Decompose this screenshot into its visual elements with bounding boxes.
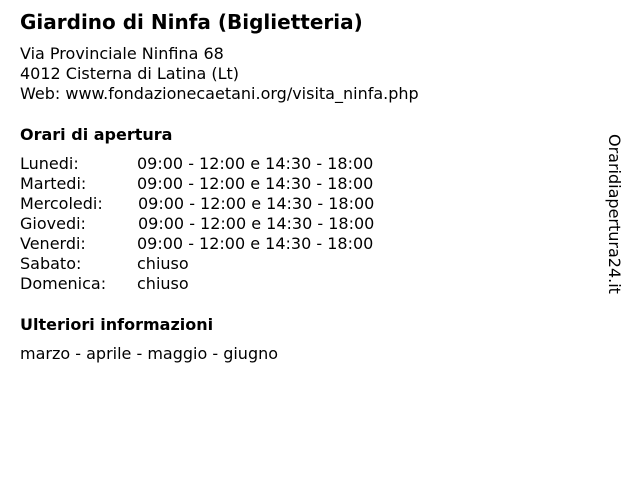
page-title: Giardino di Ninfa (Biglietteria) bbox=[20, 10, 363, 34]
address-web: Web: www.fondazionecaetani.org/visita_ninfa.php bbox=[20, 84, 419, 103]
hours-day-label: Mercoledi: bbox=[20, 194, 103, 213]
hours-time-value: 09:00 - 12:00 e 14:30 - 18:00 bbox=[137, 174, 374, 193]
further-info-text: marzo - aprile - maggio - giugno bbox=[20, 344, 279, 363]
hours-time-value: 09:00 - 12:00 e 14:30 - 18:00 bbox=[138, 194, 375, 213]
address-city: 4012 Cisterna di Latina (Lt) bbox=[20, 64, 240, 83]
further-info-heading: Ulteriori informazioni bbox=[20, 315, 214, 334]
hours-row-friday bbox=[20, 234, 440, 254]
hours-day-label: Venerdi: bbox=[20, 234, 86, 253]
hours-time-value: 09:00 - 12:00 e 14:30 - 18:00 bbox=[137, 154, 374, 173]
hours-row-sunday bbox=[20, 274, 440, 294]
address-street: Via Provinciale Ninfina 68 bbox=[20, 44, 224, 63]
brand-watermark: Oraridiapertura24.it bbox=[605, 134, 624, 294]
hours-time-value: 09:00 - 12:00 e 14:30 - 18:00 bbox=[137, 234, 374, 253]
hours-time-value: chiuso bbox=[137, 274, 189, 293]
hours-day-label: Sabato: bbox=[20, 254, 82, 273]
hours-row-wednesday bbox=[20, 194, 440, 214]
hours-row-saturday bbox=[20, 254, 440, 274]
hours-time-value: 09:00 - 12:00 e 14:30 - 18:00 bbox=[138, 214, 375, 233]
hours-row-tuesday bbox=[20, 174, 440, 194]
hours-row-thursday bbox=[20, 214, 440, 234]
opening-hours-table bbox=[20, 154, 440, 294]
hours-time-value: chiuso bbox=[137, 254, 189, 273]
hours-row-monday bbox=[20, 154, 440, 174]
opening-hours-heading: Orari di apertura bbox=[20, 125, 173, 144]
address-block bbox=[20, 44, 419, 104]
hours-day-label: Martedi: bbox=[20, 174, 87, 193]
hours-day-label: Giovedi: bbox=[20, 214, 86, 233]
hours-day-label: Lunedi: bbox=[20, 154, 79, 173]
hours-day-label: Domenica: bbox=[20, 274, 107, 293]
